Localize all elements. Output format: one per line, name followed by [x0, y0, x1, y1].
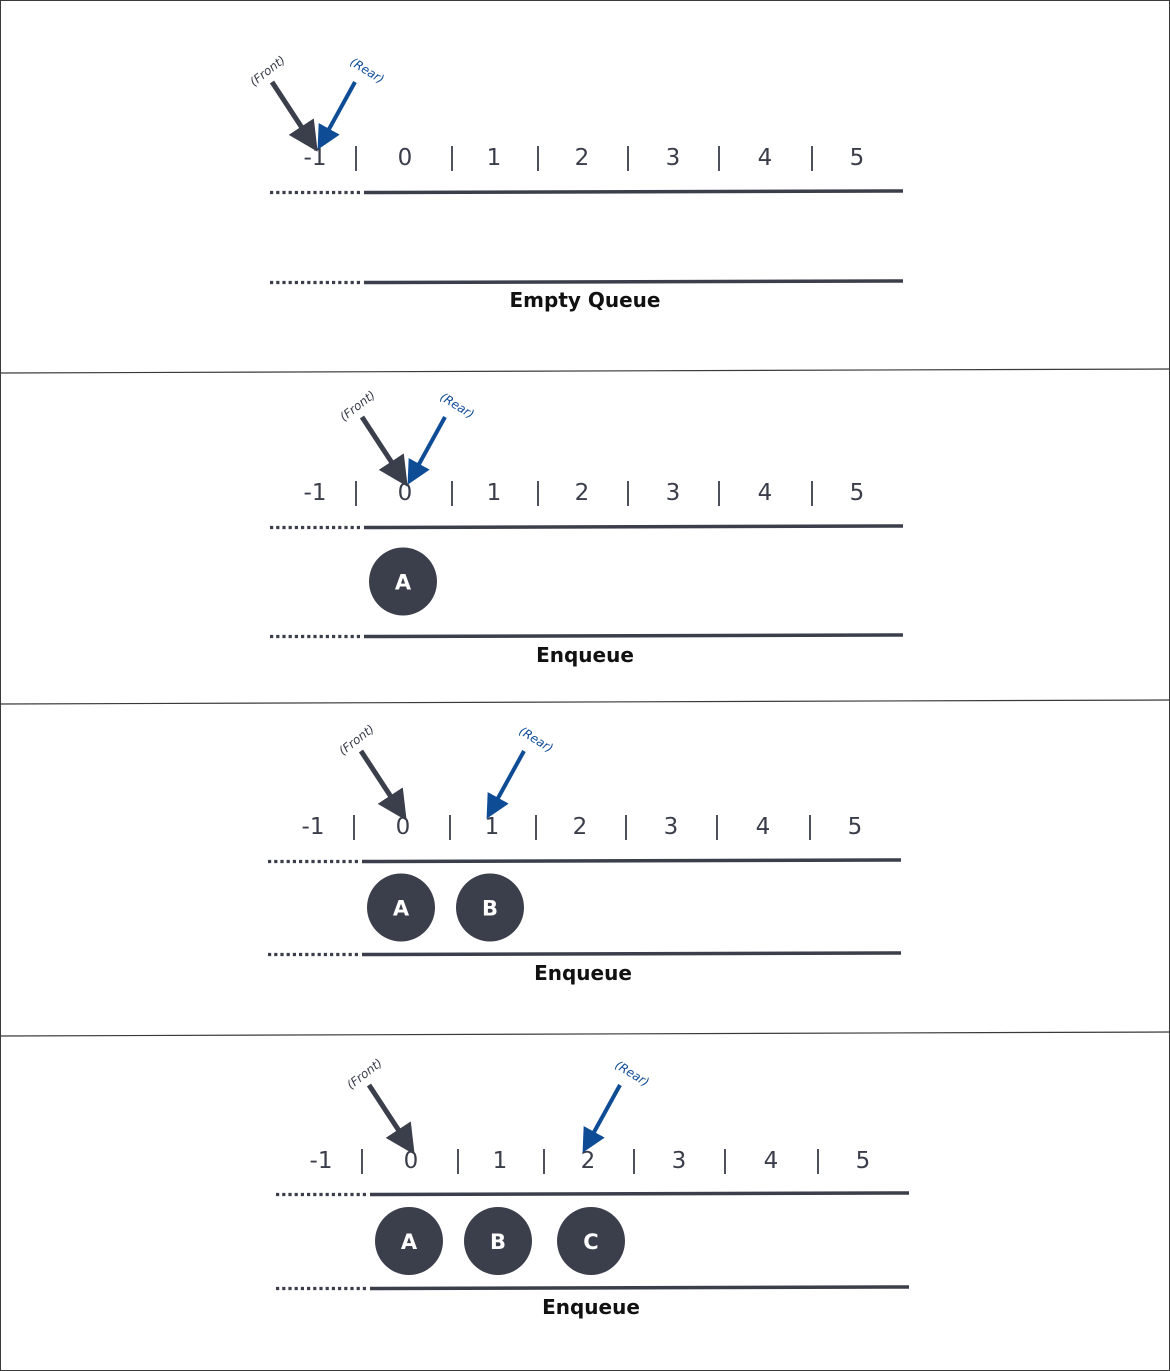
panel-divider	[0, 1032, 1170, 1036]
bottom-rail	[370, 1287, 909, 1289]
front-label: (Front)	[344, 1055, 385, 1092]
rear-pointer	[588, 1058, 652, 1143]
rear-arrow-icon	[588, 1085, 620, 1143]
item-label: C	[583, 1230, 599, 1254]
index-label: 2	[574, 145, 590, 171]
index-label: 3	[665, 480, 681, 506]
queue-panel	[268, 722, 901, 985]
index-label: 5	[855, 1148, 871, 1174]
index-label: 3	[665, 145, 681, 171]
index-label: 3	[663, 814, 679, 840]
front-pointer	[337, 388, 400, 475]
index-label: 2	[580, 1148, 596, 1174]
rear-label: (Rear)	[516, 723, 556, 756]
rear-label: (Rear)	[347, 54, 387, 87]
item-label: B	[489, 1230, 507, 1254]
index-label: 4	[763, 1148, 779, 1174]
queue-item	[557, 1207, 625, 1275]
index-label: -1	[303, 480, 327, 506]
index-label: 1	[486, 480, 502, 506]
queue-item	[367, 874, 435, 942]
rear-pointer	[413, 390, 477, 475]
panel-caption: Enqueue	[534, 961, 632, 985]
index-label: 2	[574, 480, 590, 506]
rear-arrow-icon	[413, 417, 445, 475]
bottom-rail	[364, 635, 903, 637]
queue-panel	[270, 388, 903, 667]
top-rail	[362, 860, 901, 862]
index-label: 0	[395, 814, 411, 840]
panels-layer	[247, 53, 909, 1319]
item-label: B	[481, 896, 499, 921]
queue-panel	[276, 1056, 909, 1319]
front-pointer	[247, 53, 310, 140]
rear-label: (Rear)	[437, 389, 477, 422]
front-label: (Front)	[247, 52, 288, 89]
index-label: 1	[486, 145, 502, 171]
rear-label: (Rear)	[612, 1057, 652, 1090]
front-pointer	[344, 1056, 407, 1143]
index-label: -1	[301, 814, 325, 840]
queue-item	[456, 874, 524, 942]
rear-arrow-icon	[323, 82, 355, 140]
index-label: -1	[309, 1148, 333, 1174]
rear-pointer	[492, 724, 556, 809]
front-arrow-icon	[369, 1085, 407, 1143]
queue-item	[369, 548, 437, 616]
bottom-rail	[364, 281, 903, 283]
index-label: -1	[303, 145, 327, 171]
panel-divider	[0, 700, 1170, 704]
front-label: (Front)	[336, 721, 377, 758]
queue-panel	[247, 53, 903, 312]
front-arrow-icon	[362, 417, 400, 475]
index-label: 0	[397, 145, 413, 171]
index-label: 3	[671, 1148, 687, 1174]
bottom-rail	[362, 953, 901, 955]
front-pointer	[336, 722, 399, 809]
panel-caption: Enqueue	[542, 1295, 640, 1319]
index-label: 2	[572, 814, 588, 840]
index-label: 5	[849, 480, 865, 506]
index-label: 4	[757, 145, 773, 171]
rear-arrow-icon	[492, 751, 524, 809]
front-arrow-icon	[361, 751, 399, 809]
front-arrow-icon	[272, 82, 310, 140]
front-label: (Front)	[337, 387, 378, 424]
index-label: 4	[755, 814, 771, 840]
top-rail	[370, 1193, 909, 1195]
rear-pointer	[323, 55, 387, 140]
item-label: A	[394, 570, 412, 595]
index-label: 5	[847, 814, 863, 840]
index-label: 1	[484, 814, 500, 840]
index-label: 0	[403, 1148, 419, 1174]
panel-caption: Enqueue	[536, 643, 634, 667]
index-label: 0	[397, 480, 413, 506]
index-label: 1	[492, 1148, 508, 1174]
index-label: 4	[757, 480, 773, 506]
queue-item	[375, 1207, 443, 1275]
item-label: A	[400, 1230, 418, 1254]
panel-divider	[0, 369, 1170, 373]
index-label: 5	[849, 145, 865, 171]
queue-item	[464, 1207, 532, 1275]
top-rail	[364, 191, 903, 193]
item-label: A	[392, 896, 410, 921]
top-rail	[364, 526, 903, 528]
panel-caption: Empty Queue	[509, 288, 661, 312]
